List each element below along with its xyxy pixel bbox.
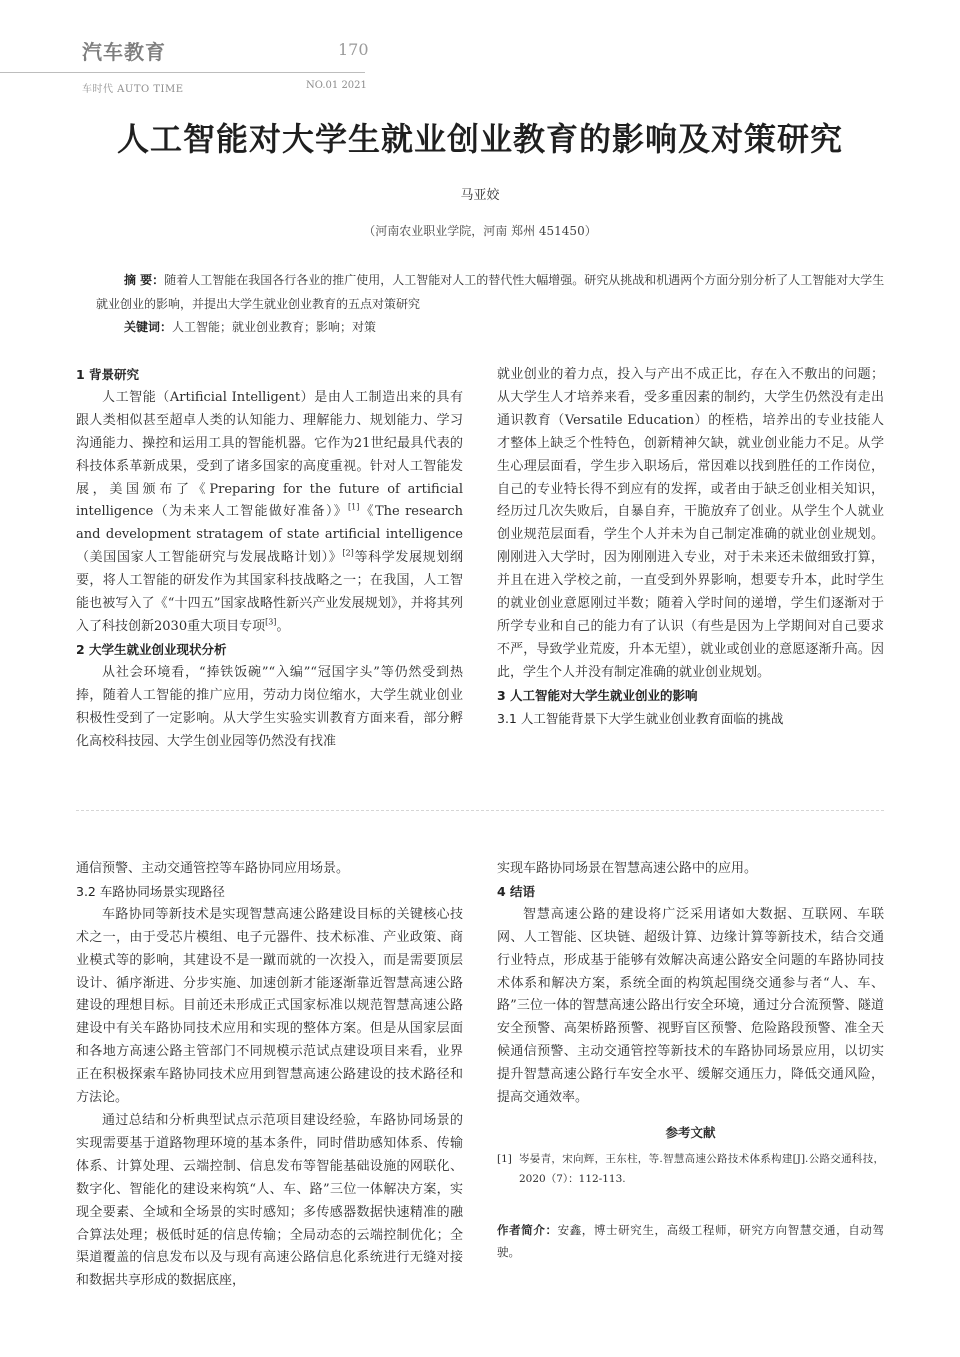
column-bottom-left [76, 858, 463, 1293]
column-top-right [497, 364, 884, 731]
reference-number: [1] [497, 1152, 512, 1165]
keywords-label: 关键词： [124, 320, 173, 334]
text-run: 。 [276, 618, 290, 634]
citation-1: [1] [348, 503, 360, 513]
text-run: 《The research and development stratagem of state artificial intelligence（美国国家人工智能研究与发展战略计划）》 [76, 504, 463, 566]
reference-item [497, 1149, 884, 1189]
keywords-body: 人工智能；就业创业教育；影响；对策 [172, 320, 377, 334]
header-rule [0, 72, 365, 73]
author-note-text: 安鑫，博士研究生，高级工程师，研究方向智慧交通，自动驾驶。 [497, 1222, 885, 1259]
keywords [124, 318, 376, 335]
abstract [96, 268, 886, 316]
journal-subheader: 车时代 AUTO TIME [82, 84, 184, 95]
author-note-label: 作者简介： [497, 1222, 558, 1237]
citation-2: [2] [342, 548, 354, 558]
text-run: 人工智能（Artificial Intelligent）是由人工制造出来的具有跟人类相似甚至超卓人类的认知能力、理解能力、规划能力、学习沟通能力、操控和运用工具的智能机器。它作为21世纪最具代表的科技体系革新成果，受到了诸多国家的高度重视。针对人工智能发展，美国颁布了《Preparing for the future of artificial intelligence（为未来人工智能做好准备）》 [76, 389, 463, 520]
page-number: 170 [338, 40, 369, 59]
author-affiliation: （河南农业职业学院，河南 郑州 451450） [363, 224, 597, 238]
section-heading-4: 4 结语 [497, 883, 536, 899]
text-run: 等科学发展规划纲要，将人工智能的研发作为其国家科技战略之一；在我国，人工智能也被写入了《“十四五”国家战略性新兴产业发展规划》，并将其列入了科技创新2030重大项目专项 [76, 550, 463, 634]
page-separator [76, 810, 884, 811]
abstract-label: 摘 要： [124, 273, 165, 287]
subsection-heading-3-1: 3.1 人工智能背景下大学生就业创业教育面临的挑战 [497, 710, 784, 726]
paper-title: 人工智能对大学生就业创业教育的影响及对策研究 [116, 120, 843, 158]
paragraph-status: 从社会环境看，“捧铁饭碗”“入编”“冠国字头”等仍然受到热捧，随着人工智能的推广应用，劳动力岗位缩水，大学生就业创业积极性受到了一定影响。从大学生实验实训教育方面来看，部分孵化高校科技园、大学生创业园等仍然没有找准 [76, 664, 463, 749]
issue-number: NO.01 2021 [306, 80, 367, 91]
paper-author: 马亚姣 [460, 188, 500, 203]
section-heading-2: 2 大学生就业创业现状分析 [76, 641, 227, 657]
author-note [497, 1219, 884, 1263]
subsection-heading-3-2: 3.2 车路协同场景实现路径 [76, 883, 225, 899]
section-heading-3: 3 人工智能对大学生就业创业的影响 [497, 687, 698, 703]
paragraph-path-1: 车路协同等新技术是实现智慧高速公路建设目标的关键核心技术之一，由于受芯片模组、电子元器件、技术标准、产业政策、商业模式等的影响，其建设不是一蹴而就的一次投入，而是需要顶层设计、循序渐进、分步实施、加速创新才能逐渐靠近智慧高速公路建设的理想目标。目前还未形成正式国家标准以规范智慧高速公路建设中有关车路协同技术应用和实现的整体方案。但是从国家层面和各地方高速公路主管部门不同规模示范试点建设项目来看，业界正在积极探索车路协同技术应用到智慧高速公路建设的技术路径和方法论。 [76, 906, 463, 1106]
journal-name: 汽车教育 [82, 40, 166, 64]
abstract-body: 随着人工智能在我国各行各业的推广使用，人工智能对人工的替代性大幅增强。研究从挑战和机遇两个方面分别分析了人工智能对大学生就业创业的影响，并提出大学生就业创业教育的五点对策研究 [96, 273, 885, 311]
reference-text: 岑晏青，宋向辉，王东柱，等.智慧高速公路技术体系构建[J].公路交通科技，2020（7）：112-113. [519, 1152, 884, 1185]
paragraph-conclusion: 智慧高速公路的建设将广泛采用诸如大数据、互联网、车联网、人工智能、区块链、超级计算、边缘计算等新技术，结合交通行业特点，形成基于能够有效解决高速公路安全问题的车路协同技术体系和解决方案，系统全面的构筑起围绕交通参与者“人、车、路”三位一体的智慧高速公路出行安全环境，通过分合流预警、隧道安全预警、高架桥路预警、视野盲区预警、危险路段预警、准全天候通信预警、主动交通管控等新技术的车路协同场景应用，以切实提升智慧高速公路行车安全水平、缓解交通压力，降低交通风险，提高交通效率。 [497, 906, 884, 1106]
citation-3: [3] [265, 617, 277, 627]
paragraph-background [76, 387, 463, 639]
paragraph-path-2: 通过总结和分析典型试点示范项目建设经验，车路协同场景的实现需要基于道路物理环境的基本条件，同时借助感知体系、传输体系、计算处理、云端控制、信息发布等智能基础设施的网联化、数字化、智能化的建设来构筑“人、车、路”三位一体解决方案，实现全要素、全域和全场景的实时感知；多传感器数据快速精准的融合算法处理；极低时延的信息传输；全局动态的云端控制优化；全渠道覆盖的信息发布以及与现有高速公路信息化系统进行无缝对接和数据共享形成的数据底座， [76, 1112, 463, 1289]
paragraph-fragment-right: 实现车路协同场景在智慧高速公路中的应用。 [497, 861, 758, 876]
column-top-left [76, 364, 463, 753]
paragraph-fragment: 通信预警、主动交通管控等车路协同应用场景。 [76, 861, 350, 876]
paragraph-status-cont: 就业创业的着力点，投入与产出不成正比，存在入不敷出的问题；从大学生人才培养来看，受多重因素的制约，大学生仍然没有走出通识教育（Versatile Education）的桎梏，培养出的专业技能人才整体上缺乏个性特色，创新精神欠缺，就业创业能力不足。从学生心理层面看，学生步入职场后，常因难以找到胜任的工作岗位，自己的专业特长得不到应有的发挥，或者由于缺乏创业相关知识，经历过几次失败后，自暴自弃，干脆放弃了创业。从学生个人就业创业规范层面看，学生个人并未为自己制定准确的就业创业规划。刚刚进入大学时，因为刚刚进入专业，对于未来还未做细致打算，并且在进入学校之前，一直受到外界影响，想要专升本，此时学生的就业创业意愿刚过半数；随着入学时间的递增，学生们逐渐对于所学专业和自己的能力有了认识（有些是因为上学期间对自己要求不严，导致学业荒废，升本无望），就业或创业的意愿逐渐升高。因此，学生个人并没有制定准确的就业创业规划。 [497, 367, 884, 680]
section-heading-1: 1 背景研究 [76, 367, 140, 382]
references-heading: 参考文献 [665, 1124, 716, 1140]
column-bottom-right [497, 858, 884, 1263]
abstract-text [96, 268, 886, 316]
